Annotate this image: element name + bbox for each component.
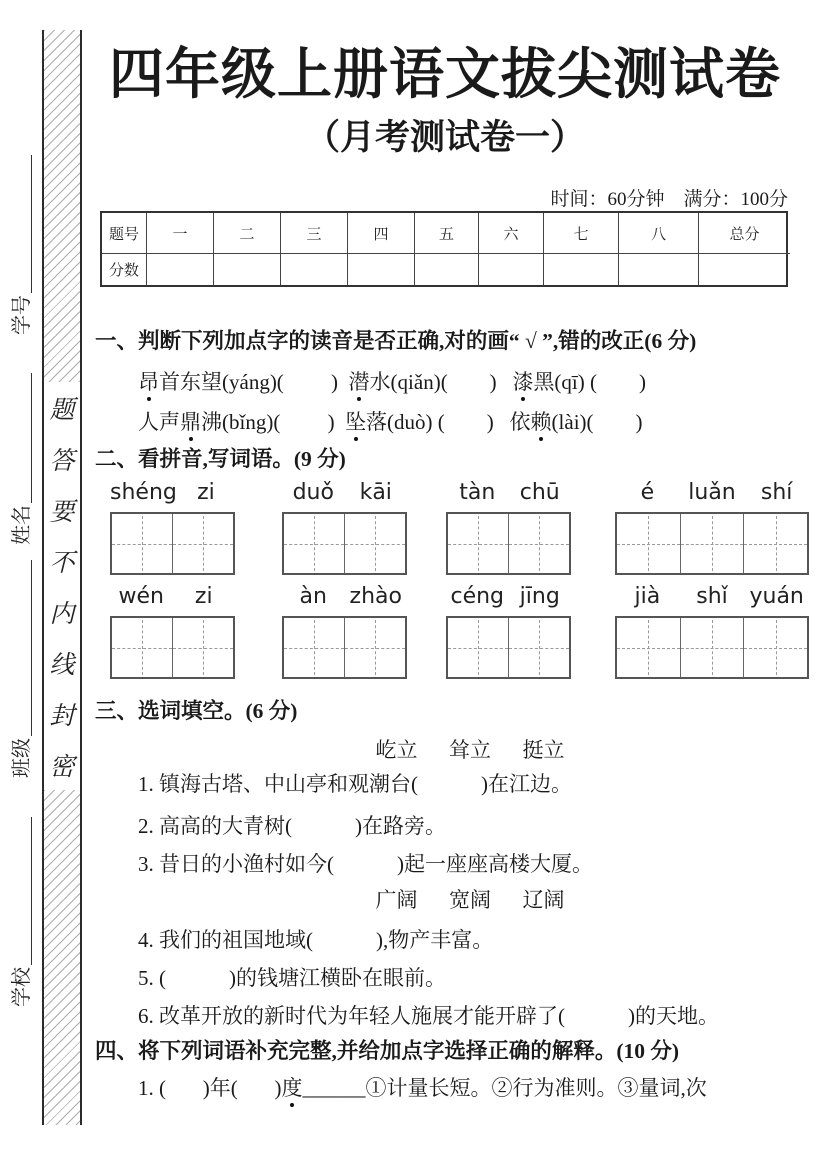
pinyin-syllable: zi [197, 480, 215, 505]
score-table-cell: 八 [619, 213, 699, 254]
pinyin-syllable: jià [634, 584, 661, 609]
pinyin-group-jià-shǐ-yuán [615, 584, 809, 679]
text-segment: 首东望(yáng)( ) [159, 370, 349, 394]
student-info-label-班级 [3, 560, 37, 778]
score-table-cell: 分数 [102, 254, 147, 285]
score-table-empty-cell [479, 254, 544, 285]
blank-underline [31, 817, 32, 965]
score-table-cell: 三 [281, 213, 348, 254]
seal-line-char: 答 [49, 447, 75, 475]
emphasized-char: 坠 [345, 410, 367, 434]
pinyin-syllable: céng [450, 584, 505, 609]
label-text: 学号 [11, 295, 33, 335]
label-text: 学校 [11, 967, 33, 1007]
label-text: 姓名 [11, 505, 33, 545]
page-subtitle: （月考测试卷一） [304, 118, 585, 157]
pinyin-group-é-luǎn-shí [615, 480, 809, 575]
score-table [100, 211, 788, 287]
seal-line-char: 密 [49, 753, 75, 781]
blank-underline [31, 373, 32, 503]
pinyin-syllable: kāi [359, 480, 392, 505]
student-info-label-姓名 [3, 373, 37, 545]
student-info-label-学校 [3, 817, 37, 1007]
score-table-empty-cell [699, 254, 790, 285]
blank-underline [31, 155, 32, 293]
writing-grid-box [282, 512, 407, 575]
pinyin-label-row [615, 584, 809, 614]
seal-band [42, 30, 82, 1125]
pinyin-syllable: yuán [749, 584, 804, 609]
fill-item-2: 2. 高高的大青树( )在路旁。 [138, 814, 446, 838]
emphasized-char: 漆 [512, 370, 534, 394]
score-table-cell: 七 [544, 213, 619, 254]
seal-line-char: 题 [49, 396, 75, 424]
student-info-label-学号 [3, 155, 37, 335]
score-table-cell: 一 [147, 213, 214, 254]
seal-hatch-top [44, 30, 80, 382]
fill-item-6: 6. 改革开放的新时代为年轻人施展才能开辟了( )的天地。 [138, 1004, 719, 1028]
section-4-item-1 [138, 1072, 810, 1102]
text-segment: (lài)( ) [551, 410, 643, 434]
pinyin-syllable: zhào [349, 584, 402, 609]
pinyin-syllable: zi [194, 584, 213, 609]
text-segment: 落(duò) ( ) 依 [366, 410, 531, 434]
pinyin-group-àn-zhào [282, 584, 407, 679]
writing-grid-cell [112, 618, 173, 677]
text-segment: 黑(qī) ( ) [533, 370, 646, 394]
page-title: 四年级上册语文拔尖测试卷 [108, 44, 781, 105]
score-table-empty-cell [147, 254, 214, 285]
seal-line-char: 不 [49, 549, 75, 577]
writing-grid-cell [448, 514, 509, 573]
emphasized-char: 度 [281, 1076, 303, 1100]
section-3-heading: 三、选词填空。(6 分) [95, 699, 298, 723]
pinyin-syllable: jīng [519, 584, 560, 609]
pinyin-label-row [446, 584, 571, 614]
text-segment: 人声 [138, 410, 180, 434]
writing-grid-cell [173, 514, 233, 573]
writing-grid-cell [744, 618, 807, 677]
seal-line-char: 线 [49, 651, 75, 679]
seal-line-char: 封 [49, 702, 75, 730]
fill-item-5: 5. ( )的钱塘江横卧在眼前。 [138, 966, 446, 990]
emphasized-char: 赖 [530, 410, 552, 434]
writing-grid-cell [509, 514, 569, 573]
writing-grid-box [110, 616, 235, 679]
score-table-empty-cell [214, 254, 281, 285]
score-table-cell: 五 [415, 213, 479, 254]
section-1-line-1 [138, 366, 810, 396]
pinyin-group-duǒ-kāi [282, 480, 407, 575]
text-segment: 1. ( )年( ) [138, 1076, 282, 1100]
writing-grid-cell [448, 618, 509, 677]
pinyin-label-row [615, 480, 809, 510]
pinyin-label-row [282, 584, 407, 614]
seal-line-text [44, 382, 80, 790]
section-1-line-2 [138, 406, 810, 436]
writing-grid-cell [681, 514, 745, 573]
score-table-cell: 题号 [102, 213, 147, 254]
pinyin-label-row [110, 480, 235, 510]
pinyin-group-wén-zi [110, 584, 235, 679]
pinyin-syllable: shǐ [696, 584, 728, 609]
pinyin-syllable: duǒ [292, 480, 334, 505]
pinyin-syllable: tàn [459, 480, 496, 505]
writing-grid-cell [345, 618, 405, 677]
section-2-heading: 二、看拼音,写词语。(9 分) [95, 447, 346, 471]
writing-grid-cell [112, 514, 173, 573]
writing-grid-cell [744, 514, 807, 573]
fill-item-3: 3. 昔日的小渔村如今( )起一座座高楼大厦。 [138, 852, 593, 876]
text-segment: ______①计量长短。②行为准则。③量词,次 [302, 1076, 707, 1100]
seal-line-char: 内 [49, 600, 75, 628]
score-table-empty-cell [544, 254, 619, 285]
pinyin-label-row [282, 480, 407, 510]
text-segment: 水(qiǎn)( ) [369, 370, 513, 394]
pinyin-label-row [446, 480, 571, 510]
section-1-heading: 一、判断下列加点字的读音是否正确,对的画“ √ ”,错的改正(6 分) [95, 329, 697, 353]
blank-underline [31, 560, 32, 736]
emphasized-char: 昂 [138, 370, 159, 394]
pinyin-syllable: àn [299, 584, 327, 609]
writing-grid-box [615, 616, 809, 679]
pinyin-syllable: shéng [110, 480, 177, 505]
label-text: 班级 [11, 738, 33, 778]
writing-grid-cell [284, 514, 345, 573]
score-table-empty-cell [348, 254, 415, 285]
fill-item-4: 4. 我们的祖国地域( ),物产丰富。 [138, 928, 494, 952]
pinyin-group-shéng-zi [110, 480, 235, 575]
exam-meta: 时间：60分钟 满分：100分 [550, 189, 788, 210]
writing-grid-box [110, 512, 235, 575]
pinyin-syllable: luǎn [688, 480, 736, 505]
writing-grid-box [282, 616, 407, 679]
pinyin-label-row [110, 584, 235, 614]
writing-grid-cell [681, 618, 745, 677]
score-table-cell: 总分 [699, 213, 790, 254]
word-bank-2: 广阔 宽阔 辽阔 [375, 888, 565, 912]
text-segment: 沸(bǐng)( ) [201, 410, 346, 434]
writing-grid-cell [617, 618, 681, 677]
writing-grid-box [446, 512, 571, 575]
emphasized-char: 潜 [348, 370, 370, 394]
score-table-cell: 四 [348, 213, 415, 254]
emphasized-char: 鼎 [180, 410, 201, 434]
pinyin-group-céng-jīng [446, 584, 571, 679]
score-table-cell: 二 [214, 213, 281, 254]
writing-grid-cell [345, 514, 405, 573]
writing-grid-box [446, 616, 571, 679]
writing-grid-cell [173, 618, 233, 677]
pinyin-syllable: shí [760, 480, 793, 505]
writing-grid-cell [617, 514, 681, 573]
pinyin-syllable: chū [519, 480, 560, 505]
pinyin-syllable: é [640, 480, 655, 505]
fill-item-1: 1. 镇海古塔、中山亭和观潮台( )在江边。 [138, 772, 572, 796]
score-table-empty-cell [619, 254, 699, 285]
pinyin-group-tàn-chū [446, 480, 571, 575]
writing-grid-cell [284, 618, 345, 677]
word-bank-1: 屹立 耸立 挺立 [375, 738, 565, 762]
writing-grid-cell [509, 618, 569, 677]
section-4-heading: 四、将下列词语补充完整,并给加点字选择正确的解释。(10 分) [95, 1039, 680, 1063]
seal-hatch-bottom [44, 790, 80, 1125]
score-table-empty-cell [281, 254, 348, 285]
writing-grid-box [615, 512, 809, 575]
score-table-empty-cell [415, 254, 479, 285]
pinyin-syllable: wén [118, 584, 164, 609]
score-table-cell: 六 [479, 213, 544, 254]
seal-line-char: 要 [49, 498, 75, 526]
